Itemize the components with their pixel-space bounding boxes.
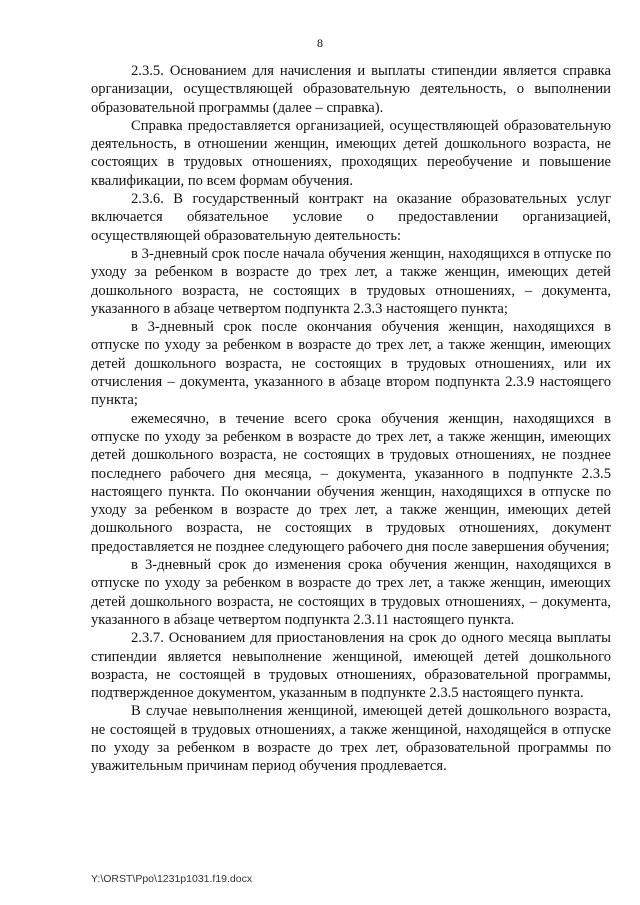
page-number: 8 (317, 36, 323, 50)
paragraph-change-of-term: в 3-дневный срок до изменения срока обучения женщин, находящихся в отпуске по уходу за ребенком в возрасте до трех лет, а также женщин, имеющих детей дошкольного возраста, не состоящих в трудовых отношениях, – документа, указанного в абзаце четвертом подпункта 2.3.11 настоящего пункта. (91, 557, 611, 628)
paragraph-extension: В случае невыполнения женщиной, имеющей детей дошкольного возраста, не состоящей в трудовых отношениях, а также женщиной, находящейся в отпуске по уходу за ребенком в возрасте до трех лет, образовательной программы по уважительным причинам период обучения продлевается. (91, 703, 611, 775)
paragraph-monthly: ежемесячно, в течение всего срока обучения женщин, находящихся в отпуске по уходу за ребенком в возрасте до трех лет, а также женщин, имеющих детей дошкольного возраста, не состоящих в трудовых отношениях, не позднее последнего рабочего дня месяца, – документа, указанного в подпункте 2.3.5 настоящего пункта. По окончании обучения женщин, находящихся в отпуске по уходу за ребенком в возрасте до трех лет, а также женщин, имеющих детей дошкольного возраста, не состоящих в трудовых отношениях, документ предоставляется не позднее следующего рабочего дня после завершения обучения; (91, 410, 611, 555)
footer-file-path: Y:\ORST\Ppo\1231p1031.f19.docx (91, 873, 253, 885)
paragraph-certificate: Справка предоставляется организацией, осуществляющей образовательную деятельность, в отношении женщин, имеющих детей дошкольного возраста, не состоящих в трудовых отношениях, проходящих переобучение и повышение квалификации, по всем формам обучения. (91, 117, 611, 189)
paragraph-2-3-6: 2.3.6. В государственный контракт на оказание образовательных услуг включается обязательное условие о предоставлении организацией, осуществляющей образовательную деятельность: (91, 191, 611, 244)
paragraph-end-of-training: в 3-дневный срок после окончания обучения женщин, находящихся в отпуске по уходу за ребенком в возрасте до трех лет, а также женщин, имеющих детей дошкольного возраста, не состоящих в трудовых отношениях, или их отчисления – документа, указанного в абзаце втором подпункта 2.3.9 настоящего пункта; (91, 319, 611, 409)
paragraph-2-3-7: 2.3.7. Основанием для приостановления на срок до одного месяца выплаты стипендии является невыполнение женщиной, имеющей детей дошкольного возраста, не состоящей в трудовых отношениях, образовательной программы, подтвержденное документом, указанным в подпункте 2.3.5 настоящего пункта. (91, 630, 611, 702)
paragraph-2-3-5: 2.3.5. Основанием для начисления и выплаты стипендии является справка организации, осуществляющей образовательную деятельность, о выполнении образовательной программы (далее – справка). (91, 63, 611, 116)
paragraph-start-of-training: в 3-дневный срок после начала обучения женщин, находящихся в отпуске по уходу за ребенком в возрасте до трех лет, а также женщин, имеющих детей дошкольного возраста, не состоящих в трудовых отношениях, – документа, указанного в абзаце четвертом подпункта 2.3.3 настоящего пункта; (91, 245, 611, 317)
document-body (91, 62, 611, 776)
